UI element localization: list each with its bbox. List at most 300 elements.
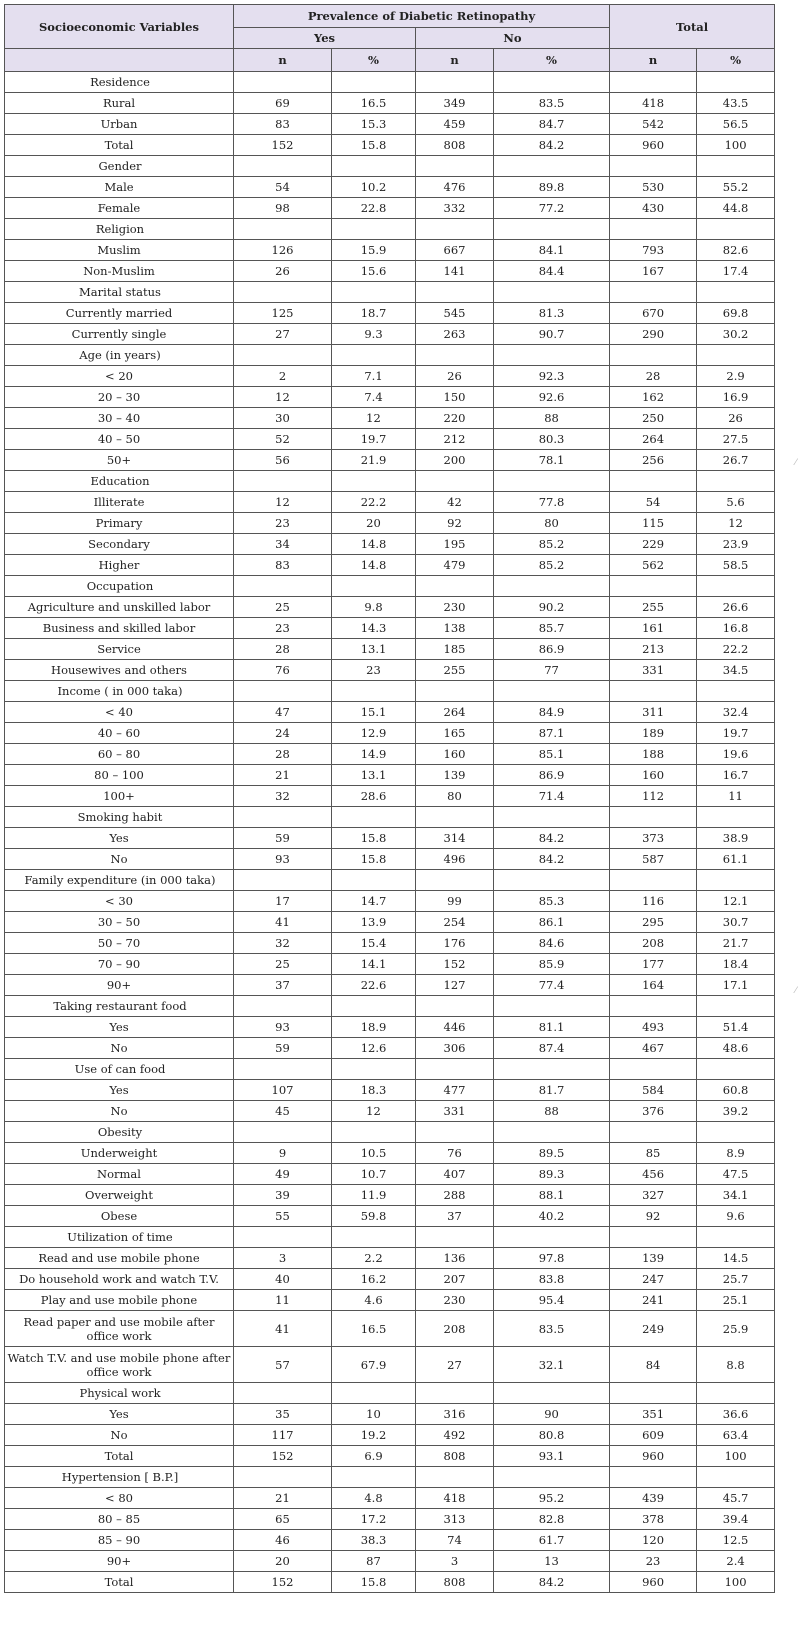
cell-total-pct: 16.7 (697, 765, 775, 786)
cell-yes-n: 59 (234, 1038, 332, 1059)
row-label: Muslim (5, 240, 234, 261)
cell-yes-n: 83 (234, 114, 332, 135)
cell-no-n: 136 (416, 1248, 494, 1269)
row-label: Service (5, 639, 234, 660)
cell-no-pct: 84.2 (494, 135, 610, 156)
row-label: Obese (5, 1206, 234, 1227)
category-label: Marital status (5, 282, 234, 303)
cell-total-n (610, 870, 697, 891)
cell-total-n (610, 1383, 697, 1404)
cell-no-pct (494, 870, 610, 891)
cell-no-n: 42 (416, 492, 494, 513)
cell-no-pct: 85.7 (494, 618, 610, 639)
cell-no-pct (494, 681, 610, 702)
cell-no-pct: 83.5 (494, 93, 610, 114)
cell-no-pct: 71.4 (494, 786, 610, 807)
cell-yes-pct (332, 1122, 416, 1143)
cell-yes-n: 57 (234, 1347, 332, 1383)
cell-yes-n (234, 1059, 332, 1080)
cell-total-pct: 25.9 (697, 1311, 775, 1347)
table-row (5, 114, 775, 135)
cell-no-n: 492 (416, 1425, 494, 1446)
cell-total-pct: 2.4 (697, 1551, 775, 1572)
cell-yes-pct: 23 (332, 660, 416, 681)
cell-no-n (416, 471, 494, 492)
category-label: Utilization of time (5, 1227, 234, 1248)
cell-no-n: 476 (416, 177, 494, 198)
cell-no-n: 208 (416, 1311, 494, 1347)
category-row (5, 282, 775, 303)
table-row (5, 975, 775, 996)
cell-yes-pct: 4.6 (332, 1290, 416, 1311)
cell-yes-n: 28 (234, 639, 332, 660)
cell-yes-n: 12 (234, 387, 332, 408)
cell-total-n: 112 (610, 786, 697, 807)
cell-yes-pct: 16.5 (332, 1311, 416, 1347)
header-no: No (416, 28, 610, 49)
table-row (5, 324, 775, 345)
cell-total-pct: 100 (697, 1446, 775, 1467)
cell-no-n: 446 (416, 1017, 494, 1038)
cell-total-pct: 8.9 (697, 1143, 775, 1164)
cell-yes-pct: 12.6 (332, 1038, 416, 1059)
cell-yes-n: 152 (234, 135, 332, 156)
cell-no-pct: 80 (494, 513, 610, 534)
cell-total-pct: 21.7 (697, 933, 775, 954)
cell-no-n: 230 (416, 597, 494, 618)
row-label: < 20 (5, 366, 234, 387)
cell-total-pct: 44.8 (697, 198, 775, 219)
cell-yes-pct: 14.8 (332, 534, 416, 555)
cell-no-pct: 84.2 (494, 1572, 610, 1593)
cell-total-pct: 11 (697, 786, 775, 807)
cell-yes-n: 126 (234, 240, 332, 261)
table-row (5, 954, 775, 975)
cell-total-pct (697, 219, 775, 240)
row-label: 100+ (5, 786, 234, 807)
cell-yes-pct: 14.8 (332, 555, 416, 576)
cell-yes-n: 26 (234, 261, 332, 282)
cell-no-pct: 40.2 (494, 1206, 610, 1227)
cell-no-pct (494, 1467, 610, 1488)
cell-no-n: 230 (416, 1290, 494, 1311)
cell-no-pct (494, 807, 610, 828)
cell-yes-pct: 2.2 (332, 1248, 416, 1269)
cell-no-pct: 88.1 (494, 1185, 610, 1206)
cell-yes-pct: 22.6 (332, 975, 416, 996)
cell-total-pct: 82.6 (697, 240, 775, 261)
cell-no-pct: 32.1 (494, 1347, 610, 1383)
table-row (5, 1290, 775, 1311)
row-label: Normal (5, 1164, 234, 1185)
table-row (5, 786, 775, 807)
category-row (5, 681, 775, 702)
cell-no-pct (494, 219, 610, 240)
cell-total-pct: 39.2 (697, 1101, 775, 1122)
cell-yes-pct: 15.4 (332, 933, 416, 954)
cell-yes-n: 23 (234, 513, 332, 534)
row-label: Overweight (5, 1185, 234, 1206)
cell-total-pct (697, 1467, 775, 1488)
category-row (5, 219, 775, 240)
table-row (5, 1248, 775, 1269)
cell-no-pct: 77.8 (494, 492, 610, 513)
category-label: Smoking habit (5, 807, 234, 828)
cell-no-pct (494, 471, 610, 492)
cell-no-pct: 85.2 (494, 555, 610, 576)
cell-yes-n: 40 (234, 1269, 332, 1290)
cell-total-n: 960 (610, 1446, 697, 1467)
table-body (5, 72, 775, 1593)
cell-total-n (610, 219, 697, 240)
table-row (5, 408, 775, 429)
table-row (5, 1572, 775, 1593)
cell-yes-pct: 10.7 (332, 1164, 416, 1185)
cell-yes-n (234, 1467, 332, 1488)
category-row (5, 1383, 775, 1404)
cell-total-pct: 69.8 (697, 303, 775, 324)
cell-total-n: 208 (610, 933, 697, 954)
cell-total-n: 960 (610, 135, 697, 156)
cell-no-pct: 80.8 (494, 1425, 610, 1446)
cell-no-n: 288 (416, 1185, 494, 1206)
table-row (5, 93, 775, 114)
cell-total-pct (697, 996, 775, 1017)
cell-no-n: 80 (416, 786, 494, 807)
cell-total-pct: 16.9 (697, 387, 775, 408)
cell-total-n: 255 (610, 597, 697, 618)
cell-total-pct (697, 1059, 775, 1080)
table-row (5, 723, 775, 744)
cell-total-pct: 25.1 (697, 1290, 775, 1311)
cell-no-n (416, 681, 494, 702)
cell-total-n: 530 (610, 177, 697, 198)
cell-yes-n: 27 (234, 324, 332, 345)
cell-yes-pct: 22.2 (332, 492, 416, 513)
cell-total-pct: 9.6 (697, 1206, 775, 1227)
cell-yes-n: 55 (234, 1206, 332, 1227)
cell-total-n: 456 (610, 1164, 697, 1185)
cell-yes-pct (332, 156, 416, 177)
cell-yes-n: 46 (234, 1530, 332, 1551)
cell-no-n: 263 (416, 324, 494, 345)
table-row (5, 1206, 775, 1227)
cell-total-pct: 12.5 (697, 1530, 775, 1551)
cell-no-n: 26 (416, 366, 494, 387)
cell-total-n: 164 (610, 975, 697, 996)
table-row (5, 912, 775, 933)
cell-no-pct: 77 (494, 660, 610, 681)
table-row (5, 1551, 775, 1572)
cell-yes-n: 93 (234, 1017, 332, 1038)
cell-no-n: 479 (416, 555, 494, 576)
cell-total-pct: 17.4 (697, 261, 775, 282)
row-label: Rural (5, 93, 234, 114)
row-label: < 30 (5, 891, 234, 912)
row-label: < 80 (5, 1488, 234, 1509)
cell-yes-pct: 59.8 (332, 1206, 416, 1227)
cell-total-pct: 22.2 (697, 639, 775, 660)
cell-yes-n: 24 (234, 723, 332, 744)
table-row (5, 933, 775, 954)
cell-no-pct: 81.7 (494, 1080, 610, 1101)
cell-yes-pct (332, 471, 416, 492)
cell-no-n: 349 (416, 93, 494, 114)
cell-no-pct: 85.2 (494, 534, 610, 555)
cell-total-n: 418 (610, 93, 697, 114)
category-row (5, 156, 775, 177)
cell-total-n: 167 (610, 261, 697, 282)
cell-yes-pct (332, 1227, 416, 1248)
cell-no-pct: 81.3 (494, 303, 610, 324)
row-label: 80 – 85 (5, 1509, 234, 1530)
cell-total-pct: 16.8 (697, 618, 775, 639)
cell-yes-pct: 14.9 (332, 744, 416, 765)
cell-no-n: 207 (416, 1269, 494, 1290)
category-row (5, 807, 775, 828)
cell-no-n: 407 (416, 1164, 494, 1185)
cell-yes-n: 54 (234, 177, 332, 198)
cell-no-pct: 84.1 (494, 240, 610, 261)
row-label: 50 – 70 (5, 933, 234, 954)
cell-no-n: 92 (416, 513, 494, 534)
cell-total-pct: 60.8 (697, 1080, 775, 1101)
cell-yes-n: 3 (234, 1248, 332, 1269)
category-row (5, 345, 775, 366)
cell-yes-n: 21 (234, 1488, 332, 1509)
cell-no-pct (494, 1383, 610, 1404)
header-total: Total (610, 5, 775, 49)
cell-total-n: 115 (610, 513, 697, 534)
cell-yes-pct: 9.8 (332, 597, 416, 618)
cell-total-n (610, 1467, 697, 1488)
cell-no-n: 255 (416, 660, 494, 681)
table-row (5, 1509, 775, 1530)
cell-no-pct: 95.2 (494, 1488, 610, 1509)
cell-total-n: 430 (610, 198, 697, 219)
table-row (5, 429, 775, 450)
cell-no-n: 139 (416, 765, 494, 786)
cell-no-n: 332 (416, 198, 494, 219)
cell-total-n: 160 (610, 765, 697, 786)
cell-yes-pct: 14.1 (332, 954, 416, 975)
cell-yes-pct: 12 (332, 408, 416, 429)
cell-yes-n: 125 (234, 303, 332, 324)
cell-total-pct: 19.6 (697, 744, 775, 765)
row-label: No (5, 1425, 234, 1446)
table-row (5, 450, 775, 471)
table-row (5, 135, 775, 156)
row-label: 40 – 60 (5, 723, 234, 744)
cell-yes-pct: 21.9 (332, 450, 416, 471)
cell-no-pct: 86.9 (494, 765, 610, 786)
cell-no-pct (494, 156, 610, 177)
row-label: Yes (5, 828, 234, 849)
cell-total-n: 960 (610, 1572, 697, 1593)
cell-no-n (416, 156, 494, 177)
cell-yes-pct: 18.9 (332, 1017, 416, 1038)
table-row (5, 1347, 775, 1383)
table-row (5, 555, 775, 576)
table-row (5, 639, 775, 660)
cell-no-n: 176 (416, 933, 494, 954)
table-row (5, 492, 775, 513)
cell-total-pct: 25.7 (697, 1269, 775, 1290)
cell-no-n: 165 (416, 723, 494, 744)
cell-no-n: 152 (416, 954, 494, 975)
cell-yes-n: 2 (234, 366, 332, 387)
cell-no-pct: 90 (494, 1404, 610, 1425)
cell-yes-pct: 16.2 (332, 1269, 416, 1290)
cell-total-n: 264 (610, 429, 697, 450)
cell-no-pct: 61.7 (494, 1530, 610, 1551)
table-row (5, 1038, 775, 1059)
cell-total-pct (697, 72, 775, 93)
cell-no-n: 808 (416, 1572, 494, 1593)
cell-no-n: 477 (416, 1080, 494, 1101)
cell-no-pct: 84.9 (494, 702, 610, 723)
table-row (5, 618, 775, 639)
category-label: Physical work (5, 1383, 234, 1404)
row-label: Watch T.V. and use mobile phone after office work (5, 1347, 234, 1383)
cell-total-n (610, 1122, 697, 1143)
cell-no-pct (494, 1059, 610, 1080)
cell-no-pct: 88 (494, 1101, 610, 1122)
row-label: 20 – 30 (5, 387, 234, 408)
row-label: Female (5, 198, 234, 219)
cell-total-n (610, 996, 697, 1017)
row-label: Do household work and watch T.V. (5, 1269, 234, 1290)
cell-no-pct: 97.8 (494, 1248, 610, 1269)
cell-yes-n: 152 (234, 1572, 332, 1593)
cell-total-n (610, 576, 697, 597)
row-label: Secondary (5, 534, 234, 555)
cell-yes-n (234, 72, 332, 93)
header-blank (5, 49, 234, 72)
cell-yes-pct (332, 576, 416, 597)
cell-total-pct: 61.1 (697, 849, 775, 870)
cell-yes-pct: 18.7 (332, 303, 416, 324)
cell-yes-n (234, 807, 332, 828)
cell-total-pct: 5.6 (697, 492, 775, 513)
cell-total-n: 467 (610, 1038, 697, 1059)
row-label: Urban (5, 114, 234, 135)
table-row (5, 261, 775, 282)
cell-yes-n: 41 (234, 1311, 332, 1347)
row-label: Read paper and use mobile after office work (5, 1311, 234, 1347)
cell-no-n (416, 996, 494, 1017)
cell-yes-pct: 14.7 (332, 891, 416, 912)
cell-yes-n: 12 (234, 492, 332, 513)
category-label: Obesity (5, 1122, 234, 1143)
row-label: Underweight (5, 1143, 234, 1164)
cell-total-n: 188 (610, 744, 697, 765)
cell-total-pct: 100 (697, 1572, 775, 1593)
row-label: Non-Muslim (5, 261, 234, 282)
cell-yes-pct: 67.9 (332, 1347, 416, 1383)
cell-no-pct: 89.5 (494, 1143, 610, 1164)
category-label: Use of can food (5, 1059, 234, 1080)
cell-total-pct: 12.1 (697, 891, 775, 912)
cell-total-n: 189 (610, 723, 697, 744)
cell-yes-n: 32 (234, 786, 332, 807)
cell-total-n: 584 (610, 1080, 697, 1101)
cell-yes-pct (332, 996, 416, 1017)
cell-total-n: 54 (610, 492, 697, 513)
row-label: Illiterate (5, 492, 234, 513)
cell-yes-pct: 17.2 (332, 1509, 416, 1530)
cell-no-pct: 85.9 (494, 954, 610, 975)
cell-total-pct: 23.9 (697, 534, 775, 555)
cell-total-pct: 39.4 (697, 1509, 775, 1530)
table-row (5, 240, 775, 261)
category-label: Religion (5, 219, 234, 240)
header-no-n: n (416, 49, 494, 72)
cell-total-n (610, 471, 697, 492)
cell-yes-n: 37 (234, 975, 332, 996)
table-row (5, 660, 775, 681)
cell-total-n: 670 (610, 303, 697, 324)
cell-no-pct: 13 (494, 1551, 610, 1572)
cell-no-n (416, 1122, 494, 1143)
cell-no-n: 138 (416, 618, 494, 639)
cell-no-pct (494, 576, 610, 597)
cell-yes-n: 30 (234, 408, 332, 429)
cell-no-pct (494, 345, 610, 366)
cell-yes-pct: 16.5 (332, 93, 416, 114)
row-label: 30 – 50 (5, 912, 234, 933)
cell-total-pct (697, 870, 775, 891)
category-label: Income ( in 000 taka) (5, 681, 234, 702)
cell-yes-n: 23 (234, 618, 332, 639)
cell-yes-n: 56 (234, 450, 332, 471)
cell-total-pct: 45.7 (697, 1488, 775, 1509)
cell-total-pct: 32.4 (697, 702, 775, 723)
cell-yes-pct: 15.3 (332, 114, 416, 135)
cell-total-pct: 55.2 (697, 177, 775, 198)
cell-total-n: 241 (610, 1290, 697, 1311)
table-row (5, 891, 775, 912)
cell-no-pct: 84.2 (494, 849, 610, 870)
cell-yes-pct: 15.8 (332, 849, 416, 870)
cell-yes-n (234, 1122, 332, 1143)
cell-yes-n: 93 (234, 849, 332, 870)
cell-yes-n (234, 681, 332, 702)
cell-total-n: 28 (610, 366, 697, 387)
cell-yes-pct: 6.9 (332, 1446, 416, 1467)
cell-total-n: 162 (610, 387, 697, 408)
cell-total-n: 92 (610, 1206, 697, 1227)
table-row (5, 1017, 775, 1038)
row-label: Business and skilled labor (5, 618, 234, 639)
cell-no-n: 212 (416, 429, 494, 450)
row-label: Yes (5, 1404, 234, 1425)
cell-no-n: 141 (416, 261, 494, 282)
cell-total-n: 542 (610, 114, 697, 135)
cell-total-pct: 48.6 (697, 1038, 775, 1059)
cell-no-n: 160 (416, 744, 494, 765)
cell-no-n: 667 (416, 240, 494, 261)
cell-yes-pct: 12.9 (332, 723, 416, 744)
cell-yes-n: 52 (234, 429, 332, 450)
cell-yes-pct: 9.3 (332, 324, 416, 345)
cell-yes-pct: 13.9 (332, 912, 416, 933)
category-row (5, 1122, 775, 1143)
cell-yes-n (234, 576, 332, 597)
cell-total-pct: 30.2 (697, 324, 775, 345)
cell-yes-n: 39 (234, 1185, 332, 1206)
cell-no-pct: 89.8 (494, 177, 610, 198)
